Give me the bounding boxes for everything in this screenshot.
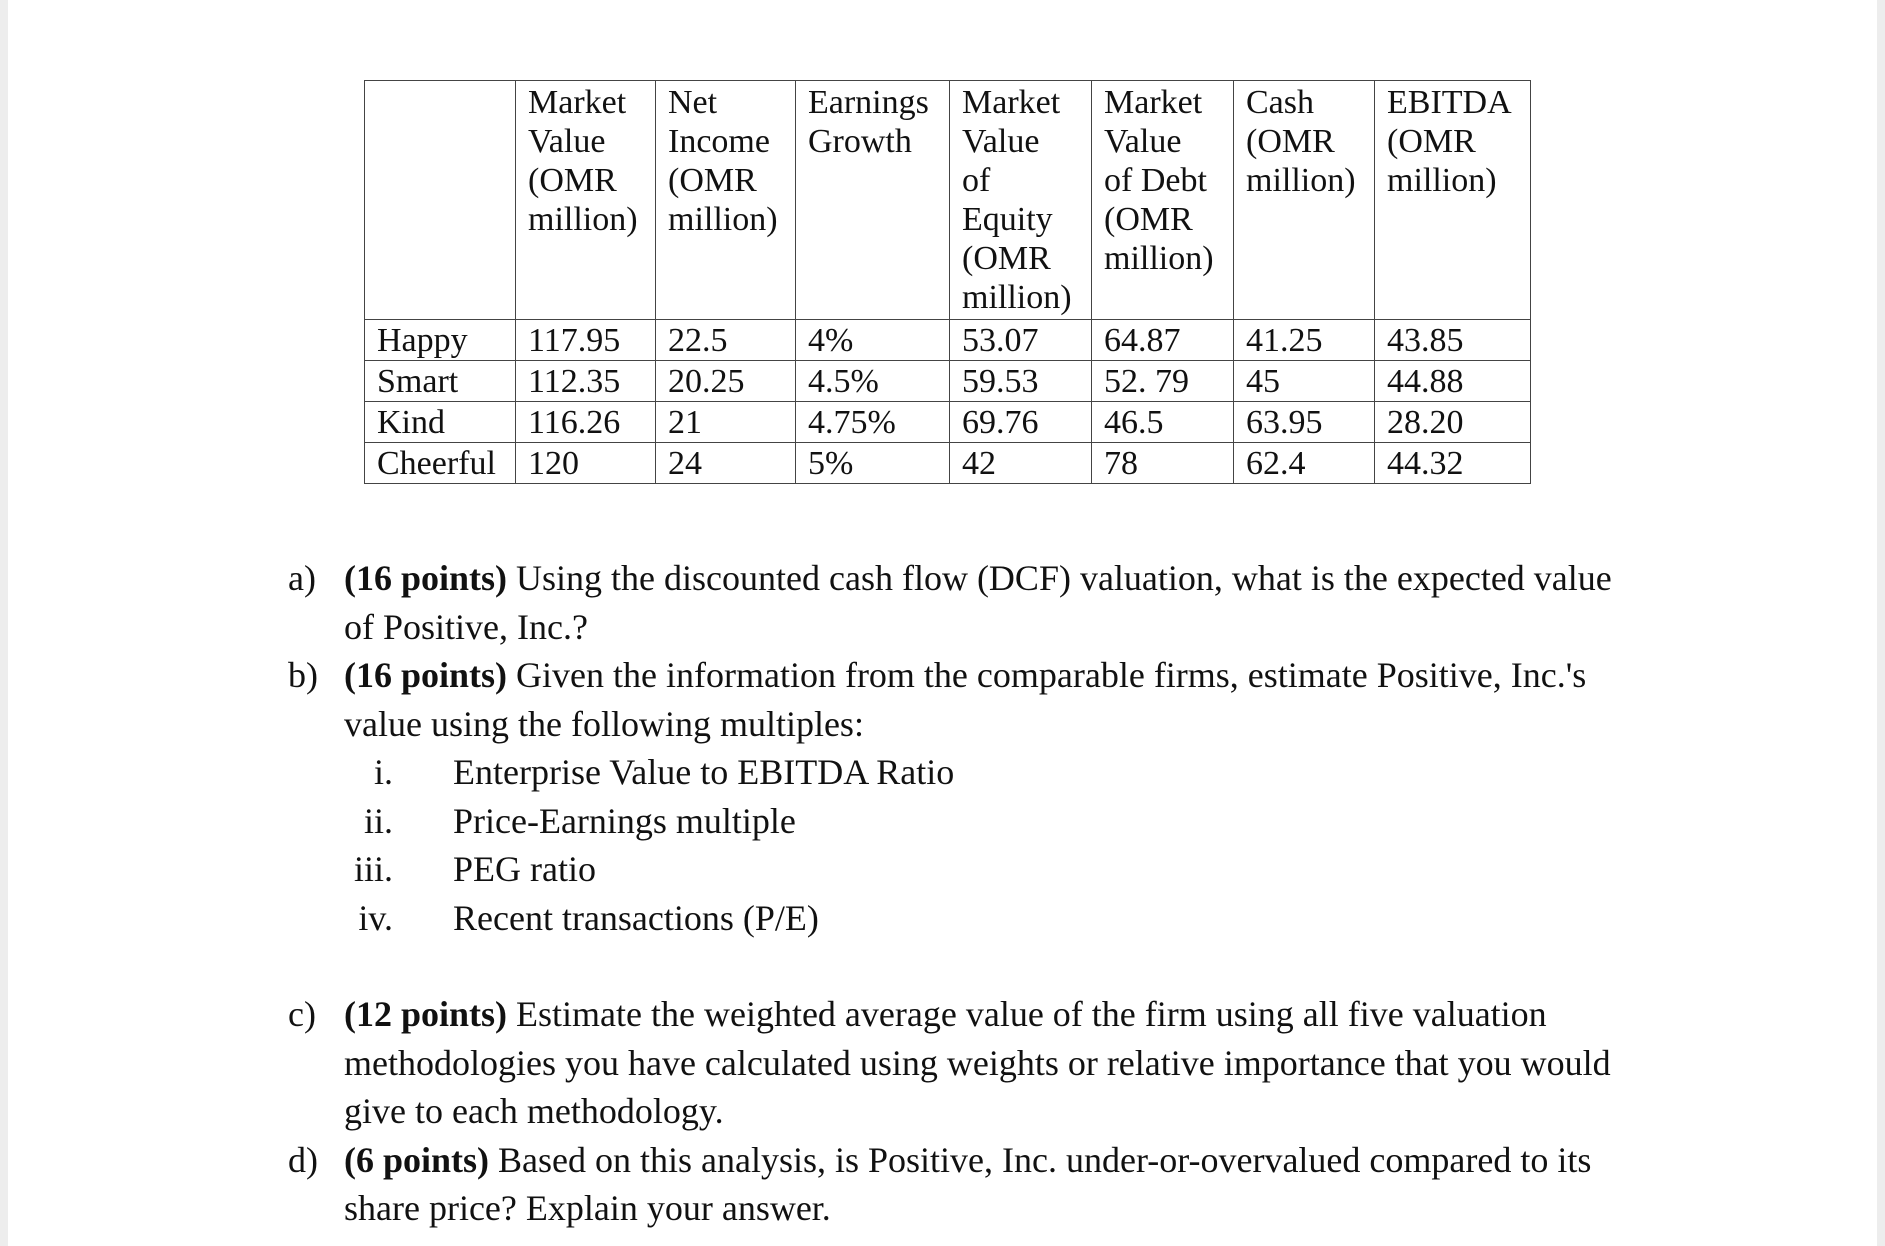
sub-item xyxy=(288,748,1648,797)
table-row xyxy=(365,443,1531,484)
document-page xyxy=(8,0,1877,1246)
table-cell: 46.5 xyxy=(1092,402,1234,443)
table-row xyxy=(365,402,1531,443)
row-label: Smart xyxy=(365,361,516,402)
table-cell: 53.07 xyxy=(950,320,1092,361)
table-header-row xyxy=(365,81,1531,320)
sub-item-text: Enterprise Value to EBITDA Ratio xyxy=(453,752,955,792)
question-points: (16 points) xyxy=(344,558,508,598)
header-net-income: Net Income (OMR million) xyxy=(656,81,796,320)
table-cell: 42 xyxy=(950,443,1092,484)
question-text: Based on this analysis, is Positive, Inc. under-or-overvalued compared to its share price? Explain your answer. xyxy=(344,1139,1592,1228)
table-cell: 112.35 xyxy=(516,361,656,402)
table-row xyxy=(365,361,1531,402)
table-cell: 52. 79 xyxy=(1092,361,1234,402)
table-cell: 45 xyxy=(1234,361,1375,402)
table-cell: 4% xyxy=(796,320,950,361)
table-cell: 117.95 xyxy=(516,320,656,361)
table-cell: 28.20 xyxy=(1375,402,1531,443)
sub-item-text: PEG ratio xyxy=(453,849,596,889)
table-cell: 20.25 xyxy=(656,361,796,402)
sub-item xyxy=(288,845,1648,894)
sub-item xyxy=(288,894,1648,943)
sub-item-numeral: i. xyxy=(373,752,393,792)
sub-item-text: Recent transactions (P/E) xyxy=(453,897,819,938)
table-cell: 44.32 xyxy=(1375,443,1531,484)
header-ebitda: EBITDA (OMR million) xyxy=(1375,81,1531,320)
sub-item-numeral: iii. xyxy=(353,849,393,889)
table-cell: 22.5 xyxy=(656,320,796,361)
table-cell: 63.95 xyxy=(1234,402,1375,443)
row-label: Cheerful xyxy=(365,443,516,484)
spacer xyxy=(288,942,1648,990)
table-cell: 120 xyxy=(516,443,656,484)
header-market-value-equity: Market Value of Equity (OMR million) xyxy=(950,81,1092,320)
table-cell: 69.76 xyxy=(950,402,1092,443)
question-marker: c) xyxy=(288,994,316,1034)
question-marker: b) xyxy=(288,655,318,695)
header-market-value-debt: Market Value of Debt (OMR million) xyxy=(1092,81,1234,320)
table-cell: 4.75% xyxy=(796,402,950,443)
question-c xyxy=(288,990,1648,1136)
table-cell: 62.4 xyxy=(1234,443,1375,484)
table-cell: 44.88 xyxy=(1375,361,1531,402)
table-cell: 43.85 xyxy=(1375,320,1531,361)
row-label: Kind xyxy=(365,402,516,443)
sub-item-numeral: ii. xyxy=(363,800,393,841)
table-cell: 64.87 xyxy=(1092,320,1234,361)
question-list xyxy=(288,554,1648,1233)
question-points: (12 points) xyxy=(344,994,508,1034)
sub-item-text: Price-Earnings multiple xyxy=(453,800,796,841)
header-earnings-growth: Earnings Growth xyxy=(796,81,950,320)
question-d xyxy=(288,1136,1648,1233)
sub-item xyxy=(288,797,1648,846)
row-label: Happy xyxy=(365,320,516,361)
question-marker: a) xyxy=(288,558,316,598)
table-cell: 78 xyxy=(1092,443,1234,484)
question-b xyxy=(288,651,1648,748)
header-cash: Cash (OMR million) xyxy=(1234,81,1375,320)
table-cell: 59.53 xyxy=(950,361,1092,402)
table-cell: 41.25 xyxy=(1234,320,1375,361)
question-points: (6 points) xyxy=(344,1139,490,1180)
header-market-value: Market Value (OMR million) xyxy=(516,81,656,320)
table-cell: 21 xyxy=(656,402,796,443)
table-cell: 116.26 xyxy=(516,402,656,443)
table-row xyxy=(365,320,1531,361)
sub-item-numeral: iv. xyxy=(358,897,393,938)
question-text: Using the discounted cash flow (DCF) valuation, what is the expected value of Positive, Inc.? xyxy=(344,558,1612,647)
question-text: Given the information from the comparable firms, estimate Positive, Inc.'s value using the following multiples: xyxy=(344,655,1587,744)
table-cell: 4.5% xyxy=(796,361,950,402)
table-cell: 24 xyxy=(656,443,796,484)
comparable-firms-table xyxy=(364,80,1531,484)
question-a xyxy=(288,554,1648,651)
question-text: Estimate the weighted average value of the firm using all five valuation methodologies you have calculated using weights or relative importance that you would give to each methodology. xyxy=(344,994,1611,1131)
table-cell: 5% xyxy=(796,443,950,484)
question-points: (16 points) xyxy=(344,655,508,695)
question-marker: d) xyxy=(288,1139,318,1180)
header-blank xyxy=(365,81,516,320)
